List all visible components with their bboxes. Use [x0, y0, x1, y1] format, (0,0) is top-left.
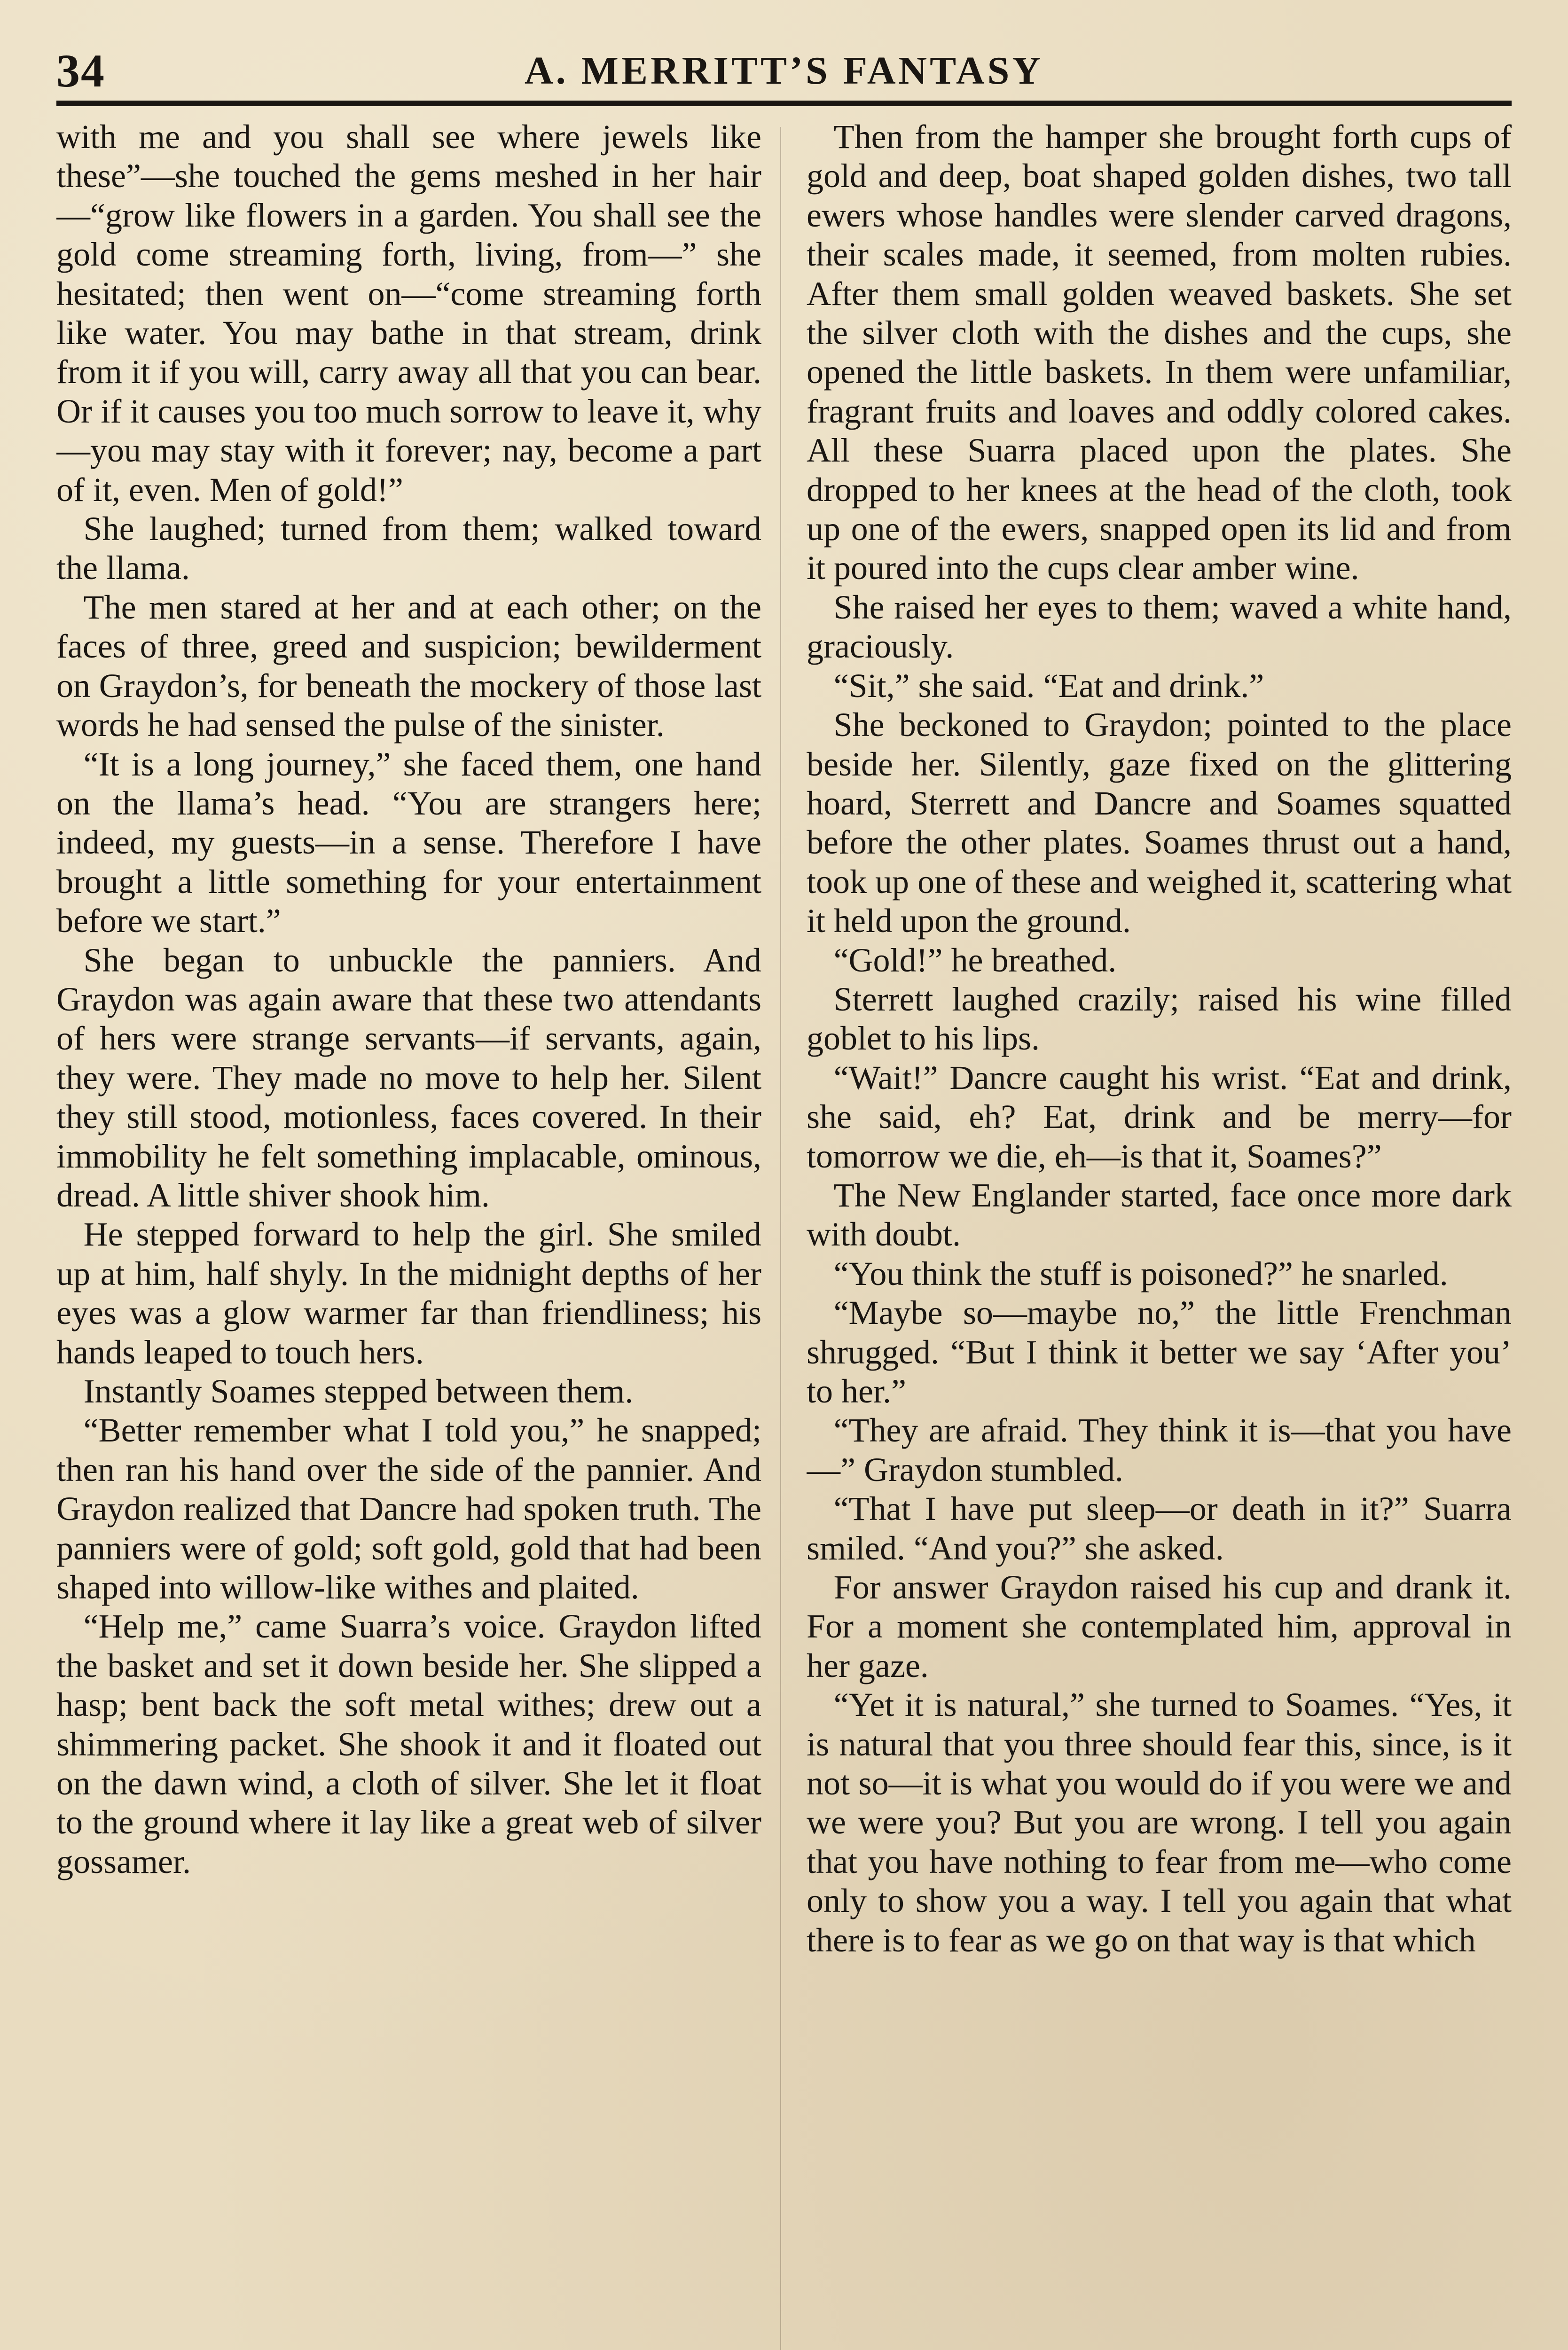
page-header	[56, 40, 1512, 102]
paragraph: “Gold!” he breathed.	[833, 941, 1117, 979]
paragraph: “Help me,” came Suarra’s voice. Graydon lifted the basket and set it down beside her. She slipped a hasp; bent back the soft metal withes; drew out a shimmering packet. She shook it and it floated out on the dawn wind, a cloth of silver. She let it float to the ground where it lay like a great web of silver gossamer.	[56, 1607, 761, 1880]
paragraph: “That I have put sleep—or death in it?” Suarra smiled. “And you?” she asked.	[807, 1490, 1512, 1567]
paragraph: “It is a long journey,” she faced them, one hand on the llama’s head. “You are strangers here; indeed, my guests—in a sense. Therefore I have brought a little something for your entertainment before we start.”	[56, 745, 761, 940]
text-column-left	[56, 118, 761, 2350]
paragraph: “You think the stuff is poisoned?” he snarled.	[833, 1254, 1448, 1292]
column-divider	[780, 127, 781, 2350]
paragraph: Sterrett laughed crazily; raised his wine filled goblet to his lips.	[807, 980, 1512, 1058]
paragraph: “Yet it is natural,” she turned to Soames. “Yes, it is natural that you three should fear this, since, is it not so—it is what you would do if you were we and we were you? But you are wrong. I tell you again that you have nothing to fear from me—who come only to show you a way. I tell you again that what there is to fear as we go on that way is that which	[807, 1686, 1512, 1959]
running-head: A. MERRITT’S FANTASY	[525, 49, 1043, 93]
paragraph: with me and you shall see where jewels like these”—she touched the gems meshed in her hair—“grow like flowers in a garden. You shall see the gold come streaming forth, living, from—” she hesitated; then went on—“come streaming forth like water. You may bathe in that stream, drink from it if you will, carry away all that you can bear. Or if it causes you too much sorrow to leave it, why—you may stay with it forever; nay, become a part of it, even. Men of gold!”	[56, 118, 761, 509]
paragraph: She raised her eyes to them; waved a white hand, graciously.	[807, 588, 1512, 666]
paragraph: “Maybe so—maybe no,” the little Frenchman shrugged. “But I think it better we say ‘After you’ to her.”	[807, 1294, 1512, 1410]
paragraph: The New Englander started, face once more dark with doubt.	[807, 1176, 1512, 1253]
text-column-right	[807, 118, 1512, 2350]
paragraph: “Wait!” Dancre caught his wrist. “Eat and drink, she said, eh? Eat, drink and be merry—for tomorrow we die, eh—is that it, Soames?”	[807, 1058, 1512, 1175]
paragraph: “Better remember what I told you,” he snapped; then ran his hand over the side of the pannier. And Graydon realized that Dancre had spoken truth. The panniers were of gold; soft gold, gold that had been shaped into willow-like withes and plaited.	[56, 1411, 761, 1606]
page-number: 34	[56, 45, 105, 97]
paragraph: For answer Graydon raised his cup and drank it. For a moment she contemplated him, approval in her gaze.	[807, 1568, 1512, 1684]
paragraph: “They are afraid. They think it is—that you have—” Graydon stumbled.	[807, 1411, 1512, 1488]
header-rule	[56, 101, 1512, 106]
paragraph: The men stared at her and at each other; on the faces of three, greed and suspicion; bewilderment on Graydon’s, for beneath the mockery of those last words he had sensed the pulse of the sinister.	[56, 588, 761, 744]
paragraph: Then from the hamper she brought forth cups of gold and deep, boat shaped golden dishes, two tall ewers whose handles were slender carved dragons, their scales made, it seemed, from molten rubies. After them small golden weaved baskets. She set the silver cloth with the dishes and the cups, she opened the little baskets. In them were unfamiliar, fragrant fruits and loaves and oddly colored cakes. All these Suarra placed upon the plates. She dropped to her knees at the head of the cloth, took up one of the ewers, snapped open its lid and from it poured into the cups clear amber wine.	[807, 118, 1512, 587]
paragraph: She began to unbuckle the panniers. And Graydon was again aware that these two attendants of hers were strange servants—if servants, again, they were. They made no move to help her. Silent they still stood, motionless, faces covered. In their immobility he felt something implacable, ominous, dread. A little shiver shook him.	[56, 941, 761, 1214]
paragraph: She laughed; turned from them; walked toward the llama.	[56, 510, 761, 587]
paragraph: “Sit,” she said. “Eat and drink.”	[833, 666, 1264, 705]
paragraph: He stepped forward to help the girl. She smiled up at him, half shyly. In the midnight depths of her eyes was a glow warmer far than friendliness; his hands leaped to touch hers.	[56, 1215, 761, 1371]
paragraph: Instantly Soames stepped between them.	[83, 1372, 634, 1410]
paragraph: She beckoned to Graydon; pointed to the place beside her. Silently, gaze fixed on the glittering hoard, Sterrett and Dancre and Soames squatted before the other plates. Soames thrust out a hand, took up one of these and weighed it, scattering what it held upon the ground.	[807, 706, 1512, 940]
